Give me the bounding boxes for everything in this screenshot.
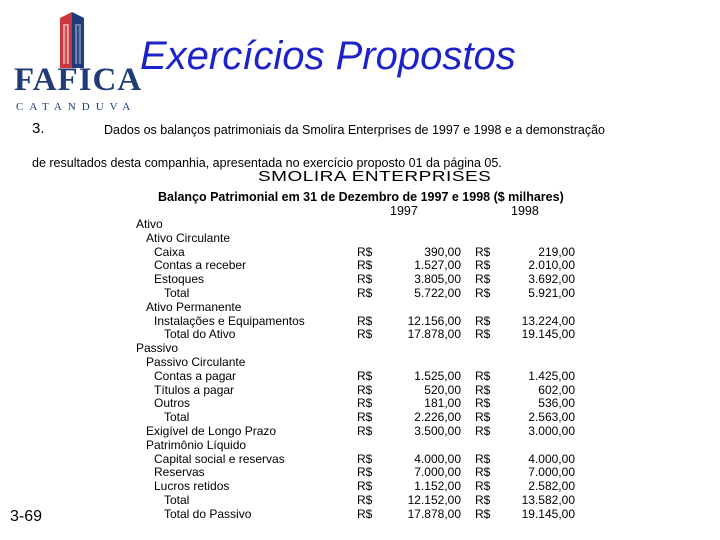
value-1998: 4.000,00 — [528, 451, 575, 466]
exercise-number: 3. — [32, 120, 45, 137]
currency-1998: R$ — [475, 272, 491, 287]
currency-1998: R$ — [475, 244, 491, 259]
row-label: Total do Ativo — [164, 327, 236, 342]
currency-1998: R$ — [475, 451, 491, 466]
table-row — [0, 246, 720, 260]
currency-1998: R$ — [475, 465, 491, 480]
currency-1998: R$ — [475, 285, 491, 300]
table-row — [0, 342, 720, 356]
currency-1997: R$ — [357, 313, 373, 328]
row-label: Títulos a pagar — [154, 382, 235, 397]
table-row — [0, 425, 720, 439]
row-label: Passivo — [136, 341, 179, 356]
currency-1997: R$ — [357, 272, 373, 287]
currency-1998: R$ — [475, 313, 491, 328]
value-1998: 19.145,00 — [521, 506, 575, 521]
currency-1998: R$ — [475, 396, 491, 411]
row-label: Capital social e reservas — [154, 451, 285, 466]
currency-1997: R$ — [357, 423, 373, 438]
value-1997: 17.878,00 — [407, 327, 461, 342]
currency-1998: R$ — [475, 382, 491, 397]
table-row — [0, 287, 720, 301]
row-label: Patrimônio Líquido — [146, 437, 247, 452]
value-1997: 390,00 — [424, 244, 461, 259]
balance-sheet-table — [0, 218, 720, 522]
logo-city-text: CATANDUVA — [16, 101, 137, 113]
table-row — [0, 480, 720, 494]
currency-1997: R$ — [357, 396, 373, 411]
table-row — [0, 453, 720, 467]
currency-1998: R$ — [475, 423, 491, 438]
currency-1998: R$ — [475, 479, 491, 494]
row-label: Passivo Circulante — [146, 354, 246, 369]
currency-1998: R$ — [475, 368, 491, 383]
value-1998: 13.224,00 — [521, 313, 575, 328]
year-header-1997: 1997 — [390, 204, 418, 218]
currency-1998: R$ — [475, 258, 491, 273]
row-label: Total — [164, 285, 190, 300]
table-row — [0, 301, 720, 315]
row-label: Lucros retidos — [154, 479, 230, 494]
currency-1998: R$ — [475, 410, 491, 425]
row-label: Total do Passivo — [164, 506, 252, 521]
row-label: Estoques — [154, 272, 205, 287]
table-row — [0, 370, 720, 384]
value-1998: 13.582,00 — [521, 492, 575, 507]
exercise-text-line-1: Dados os balanços patrimoniais da Smolira Enterprises de 1997 e 1998 e a demonstração — [104, 123, 605, 137]
value-1997: 12.156,00 — [407, 313, 461, 328]
value-1998: 2.582,00 — [528, 479, 575, 494]
row-label: Contas a receber — [154, 258, 247, 273]
value-1997: 4.000,00 — [414, 451, 461, 466]
value-1998: 19.145,00 — [521, 327, 575, 342]
currency-1998: R$ — [475, 492, 491, 507]
row-label: Total — [164, 492, 190, 507]
value-1997: 3.805,00 — [414, 272, 461, 287]
row-label: Exigível de Longo Prazo — [146, 423, 277, 438]
value-1997: 1.525,00 — [414, 368, 461, 383]
currency-1997: R$ — [357, 368, 373, 383]
currency-1998: R$ — [475, 327, 491, 342]
table-row — [0, 315, 720, 329]
table-row — [0, 232, 720, 246]
row-label: Ativo — [136, 217, 163, 231]
table-row — [0, 411, 720, 425]
value-1998: 219,00 — [538, 244, 575, 259]
table-row — [0, 259, 720, 273]
row-label: Instalações e Equipamentos — [154, 313, 305, 328]
table-row — [0, 397, 720, 411]
value-1997: 17.878,00 — [407, 506, 461, 521]
currency-1997: R$ — [357, 327, 373, 342]
currency-1997: R$ — [357, 244, 373, 259]
building-logo-icon — [52, 10, 92, 68]
value-1998: 536,00 — [538, 396, 575, 411]
company-name: SMOLIRA ENTERPRISES — [258, 168, 492, 185]
currency-1997: R$ — [357, 479, 373, 494]
value-1997: 520,00 — [424, 382, 461, 397]
value-1998: 2.563,00 — [528, 410, 575, 425]
value-1997: 1.152,00 — [414, 479, 461, 494]
value-1998: 7.000,00 — [528, 465, 575, 480]
value-1997: 1.527,00 — [414, 258, 461, 273]
table-row — [0, 466, 720, 480]
value-1997: 12.152,00 — [407, 492, 461, 507]
value-1997: 7.000,00 — [414, 465, 461, 480]
fafica-logo — [14, 10, 143, 113]
balance-sheet-title: Balanço Patrimonial em 31 de Dezembro de 1997 e 1998 ($ milhares) — [158, 190, 564, 204]
value-1998: 3.692,00 — [528, 272, 575, 287]
currency-1997: R$ — [357, 465, 373, 480]
currency-1997: R$ — [357, 410, 373, 425]
row-label: Reservas — [154, 465, 205, 480]
table-row — [0, 356, 720, 370]
row-label: Contas a pagar — [154, 368, 237, 383]
exercise-text-line-2: de resultados desta companhia, apresentada no exercício proposto 01 da página 05. — [32, 156, 502, 170]
value-1998: 602,00 — [538, 382, 575, 397]
currency-1997: R$ — [357, 258, 373, 273]
table-row — [0, 218, 720, 232]
value-1998: 1.425,00 — [528, 368, 575, 383]
currency-1997: R$ — [357, 492, 373, 507]
table-row — [0, 439, 720, 453]
currency-1997: R$ — [357, 451, 373, 466]
row-label: Total — [164, 410, 190, 425]
slide-title: Exercícios Propostos — [140, 34, 516, 78]
row-label: Ativo Circulante — [146, 230, 231, 245]
page-number: 3-69 — [10, 508, 43, 525]
year-header-1998: 1998 — [511, 204, 539, 218]
value-1998: 3.000,00 — [528, 423, 575, 438]
currency-1997: R$ — [357, 506, 373, 521]
logo-brand-text: FAFICA — [14, 62, 143, 98]
currency-1997: R$ — [357, 285, 373, 300]
value-1997: 5.722,00 — [414, 285, 461, 300]
table-row — [0, 384, 720, 398]
currency-1998: R$ — [475, 506, 491, 521]
value-1997: 2.226,00 — [414, 410, 461, 425]
table-row — [0, 273, 720, 287]
row-label: Caixa — [154, 244, 185, 259]
value-1998: 2.010,00 — [528, 258, 575, 273]
value-1997: 181,00 — [424, 396, 461, 411]
table-row — [0, 508, 720, 522]
value-1998: 5.921,00 — [528, 285, 575, 300]
row-label: Outros — [154, 396, 191, 411]
table-row — [0, 494, 720, 508]
value-1997: 3.500,00 — [414, 423, 461, 438]
currency-1997: R$ — [357, 382, 373, 397]
table-row — [0, 328, 720, 342]
row-label: Ativo Permanente — [146, 299, 242, 314]
